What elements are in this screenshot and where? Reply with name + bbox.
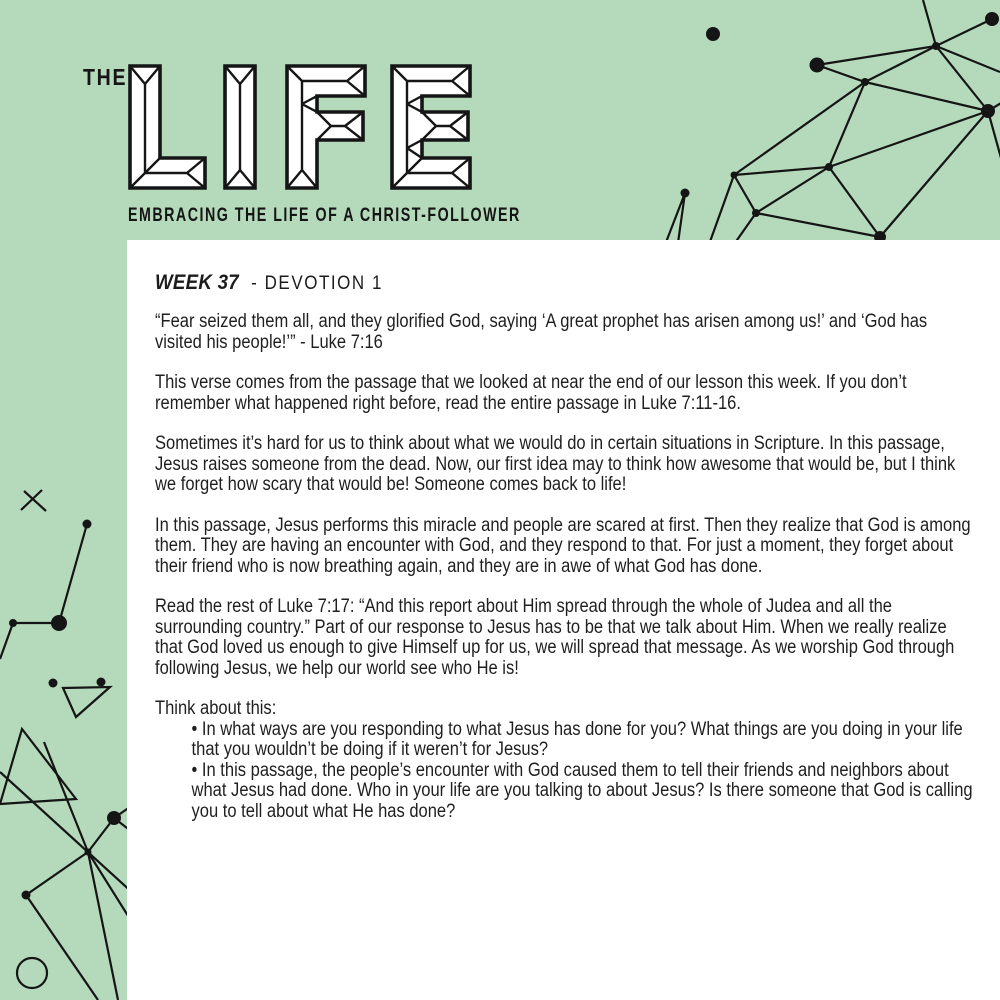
list-item xyxy=(155,720,973,761)
life-logo xyxy=(83,65,521,226)
circle-icon xyxy=(17,958,47,988)
devotion-text-column xyxy=(155,270,973,822)
logo-the-text: THE xyxy=(83,64,128,91)
think-intro: Think about this: xyxy=(155,698,277,719)
bullet-icon: • xyxy=(191,718,198,740)
content-card xyxy=(127,240,1000,1000)
body-paragraph: In this passage, Jesus performs this miracle and people are scared at first. Then they realize that God is among them. They are having an encounter with God, and they respond to that. For just a moment, they forget about their friend who is now breathing again, and they are in awe of what God has done. xyxy=(155,514,971,577)
verse-paragraph: “Fear seized them all, and they glorified God, saying ‘A great prophet has arisen among us!’ and ‘God has visited his people!’” - Luke 7:16 xyxy=(155,311,928,353)
constellation-pattern-top-right xyxy=(663,0,1000,250)
list-item xyxy=(155,761,973,823)
constellation-pattern-left xyxy=(0,490,140,1000)
bullet-text: In this passage, the people’s encounter with God caused them to tell their friends and neighbors about what Jesus had done. Who in your life are you talking to about Jesus? Is there someone that God is calling you to tell about what He has done? xyxy=(191,759,973,822)
body-paragraph: This verse comes from the passage that we looked at near the end of our lesson this week. If you don’t remember what happened right before, read the entire passage in Luke 7:11-16. xyxy=(155,372,907,414)
body-paragraph: Read the rest of Luke 7:17: “And this report about Him spread through the whole of Judea and all the surrounding country.” Part of our response to Jesus has to be that we talk about Him. When we really realize that God loved us enough to give Himself up for us, we will spread that message. As we worship God through following Jesus, we help our world see who He is! xyxy=(155,596,955,679)
devotion-label: - DEVOTION 1 xyxy=(251,272,384,294)
bullet-icon: • xyxy=(191,759,198,781)
page-title xyxy=(155,270,973,295)
body-paragraph: Sometimes it’s hard for us to think about what we would do in certain situations in Scripture. In this passage, Jesus raises someone from the dead. Now, our first idea may to think how awesome that would be, but I think we forget how scary that would be! Someone comes back to life! xyxy=(155,433,956,495)
week-label: WEEK 37 xyxy=(155,270,239,294)
x-mark-icon xyxy=(21,490,46,511)
logo-tagline: EMBRACING THE LIFE OF A CHRIST-FOLLOWER xyxy=(128,204,521,226)
triangle-icon xyxy=(63,687,110,717)
bullet-text: In what ways are you responding to what Jesus has done for you? What things are you doing in your life that you wouldn’t be doing if it weren’t for Jesus? xyxy=(191,718,963,760)
